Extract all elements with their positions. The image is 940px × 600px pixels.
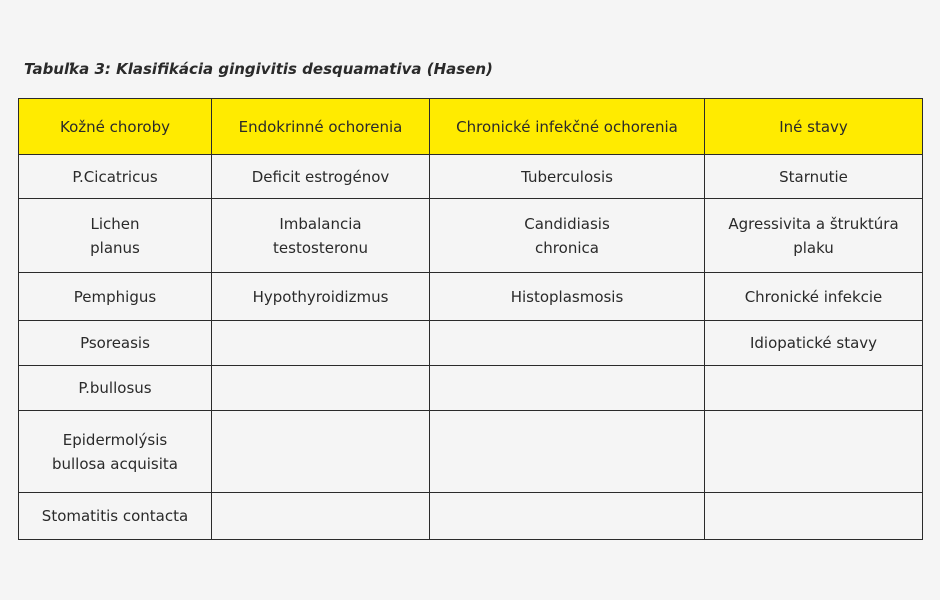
table-cell — [430, 411, 705, 493]
table-row — [19, 411, 923, 493]
table-cell — [705, 411, 923, 493]
classification-table — [18, 98, 923, 540]
table-cell — [212, 411, 430, 493]
table-cell: Imbalancia testosteronu — [212, 199, 430, 273]
table-cell: Idiopatické stavy — [705, 321, 923, 366]
table-cell: Deficit estrogénov — [212, 155, 430, 199]
table-cell — [430, 321, 705, 366]
table-cell: Histoplasmosis — [430, 273, 705, 321]
table-cell: Stomatitis contacta — [19, 493, 212, 540]
table-cell: Candidiasis chronica — [430, 199, 705, 273]
header-cell: Iné stavy — [705, 99, 923, 155]
table-cell — [705, 366, 923, 411]
table-cell: Epidermolýsis bullosa acquisita — [19, 411, 212, 493]
table-row — [19, 273, 923, 321]
table-cell: Psoreasis — [19, 321, 212, 366]
table-cell: Agressivita a štruktúra plaku — [705, 199, 923, 273]
table-cell: Chronické infekcie — [705, 273, 923, 321]
table-cell — [705, 493, 923, 540]
table-caption: Tabuľka 3: Klasifikácia gingivitis desquamativa (Hasen) — [24, 60, 493, 78]
table-cell: Hypothyroidizmus — [212, 273, 430, 321]
table-cell: Pemphigus — [19, 273, 212, 321]
table-cell: P.bullosus — [19, 366, 212, 411]
table-cell — [430, 493, 705, 540]
header-cell: Chronické infekčné ochorenia — [430, 99, 705, 155]
table-cell — [212, 493, 430, 540]
table-row — [19, 366, 923, 411]
table-row — [19, 321, 923, 366]
table-cell: Tuberculosis — [430, 155, 705, 199]
table-cell — [212, 366, 430, 411]
header-cell: Endokrinné ochorenia — [212, 99, 430, 155]
table-cell: P.Cicatricus — [19, 155, 212, 199]
table-row — [19, 493, 923, 540]
table-cell — [212, 321, 430, 366]
header-cell: Kožné choroby — [19, 99, 212, 155]
table-cell — [430, 366, 705, 411]
table-header-row — [19, 99, 923, 155]
table-row — [19, 155, 923, 199]
table-row — [19, 199, 923, 273]
table-cell: Lichen planus — [19, 199, 212, 273]
table-cell: Starnutie — [705, 155, 923, 199]
